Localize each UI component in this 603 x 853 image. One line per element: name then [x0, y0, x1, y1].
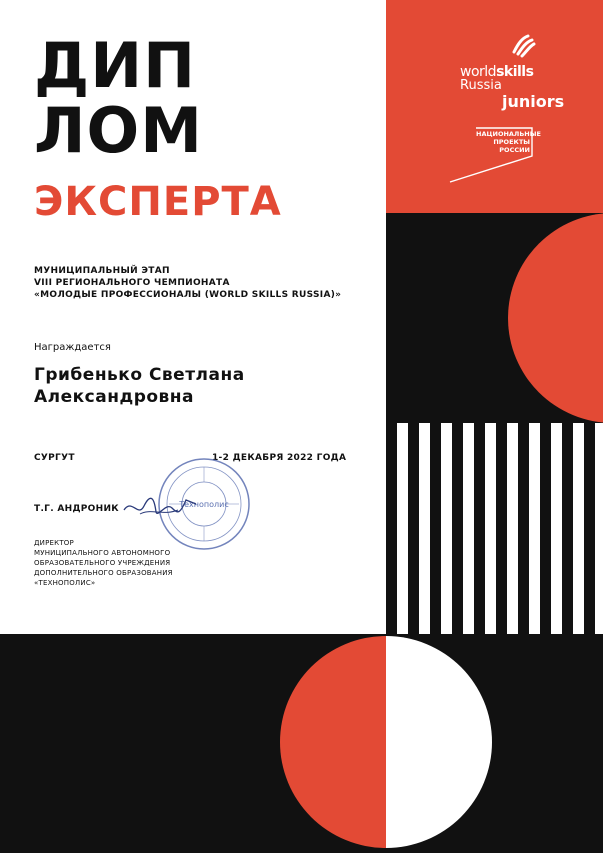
logo-world-text: world	[460, 64, 497, 80]
signatory-title-line3: ОБРАЗОВАТЕЛЬНОГО УЧРЕЖДЕНИЯ	[34, 559, 171, 567]
signatory-title-line4: ДОПОЛНИТЕЛЬНОГО ОБРАЗОВАНИЯ	[34, 569, 173, 577]
event-line-2: VIII РЕГИОНАЛЬНОГО ЧЕМПИОНАТА	[34, 278, 230, 288]
recipient-name-line1: Грибенько Светлана	[34, 365, 245, 385]
national-projects-line3: РОССИИ	[499, 146, 530, 154]
diploma-title-line1: ДИП	[34, 29, 196, 102]
national-projects-line2: ПРОЕКТЫ	[493, 138, 530, 146]
signatory-title	[34, 538, 173, 588]
red-half-circle	[508, 213, 603, 423]
logo-juniors-text: juniors	[502, 92, 565, 111]
bottom-black-band	[0, 634, 603, 853]
city: СУРГУТ	[34, 453, 75, 463]
national-projects-logo	[448, 126, 541, 184]
striped-panel	[386, 423, 603, 634]
recipient-name-line2: Александровна	[34, 387, 195, 407]
signature	[120, 488, 200, 524]
signatory-name: Т.Г. АНДРОНИК	[34, 504, 119, 514]
signatory-title-line5: «ТЕХНОПОЛИС»	[34, 579, 96, 587]
event-line-1: МУНИЦИПАЛЬНЫЙ ЭТАП	[34, 266, 170, 276]
diploma-title-line2: ЛОМ	[34, 94, 203, 167]
signatory-title-line2: МУНИЦИПАЛЬНОГО АВТОНОМНОГО	[34, 549, 171, 557]
right-middle-black-panel	[386, 213, 603, 423]
logo-skills-text: skills	[496, 64, 534, 80]
bottom-circle	[280, 636, 492, 848]
event-description	[34, 265, 394, 301]
awarded-label: Награждается	[34, 342, 111, 353]
recipient-name	[34, 364, 245, 408]
diploma-title-line3: ЭКСПЕРТА	[34, 179, 282, 225]
worldskills-hand-icon	[510, 32, 536, 58]
logo-russia-text: Russia	[460, 78, 502, 93]
signatory-title-line1: ДИРЕКТОР	[34, 539, 74, 547]
stamp-center-text: Технополис	[179, 500, 229, 509]
award-date: 1-2 ДЕКАБРЯ 2022 ГОДА	[212, 453, 347, 463]
bottom-circle-white-half	[386, 636, 492, 848]
bottom-circle-red-half	[280, 636, 386, 848]
national-projects-line1: НАЦИОНАЛЬНЫЕ	[476, 130, 541, 138]
event-line-3: «МОЛОДЫЕ ПРОФЕССИОНАЛЫ (WORLD SKILLS RUSSIA)»	[34, 290, 342, 300]
